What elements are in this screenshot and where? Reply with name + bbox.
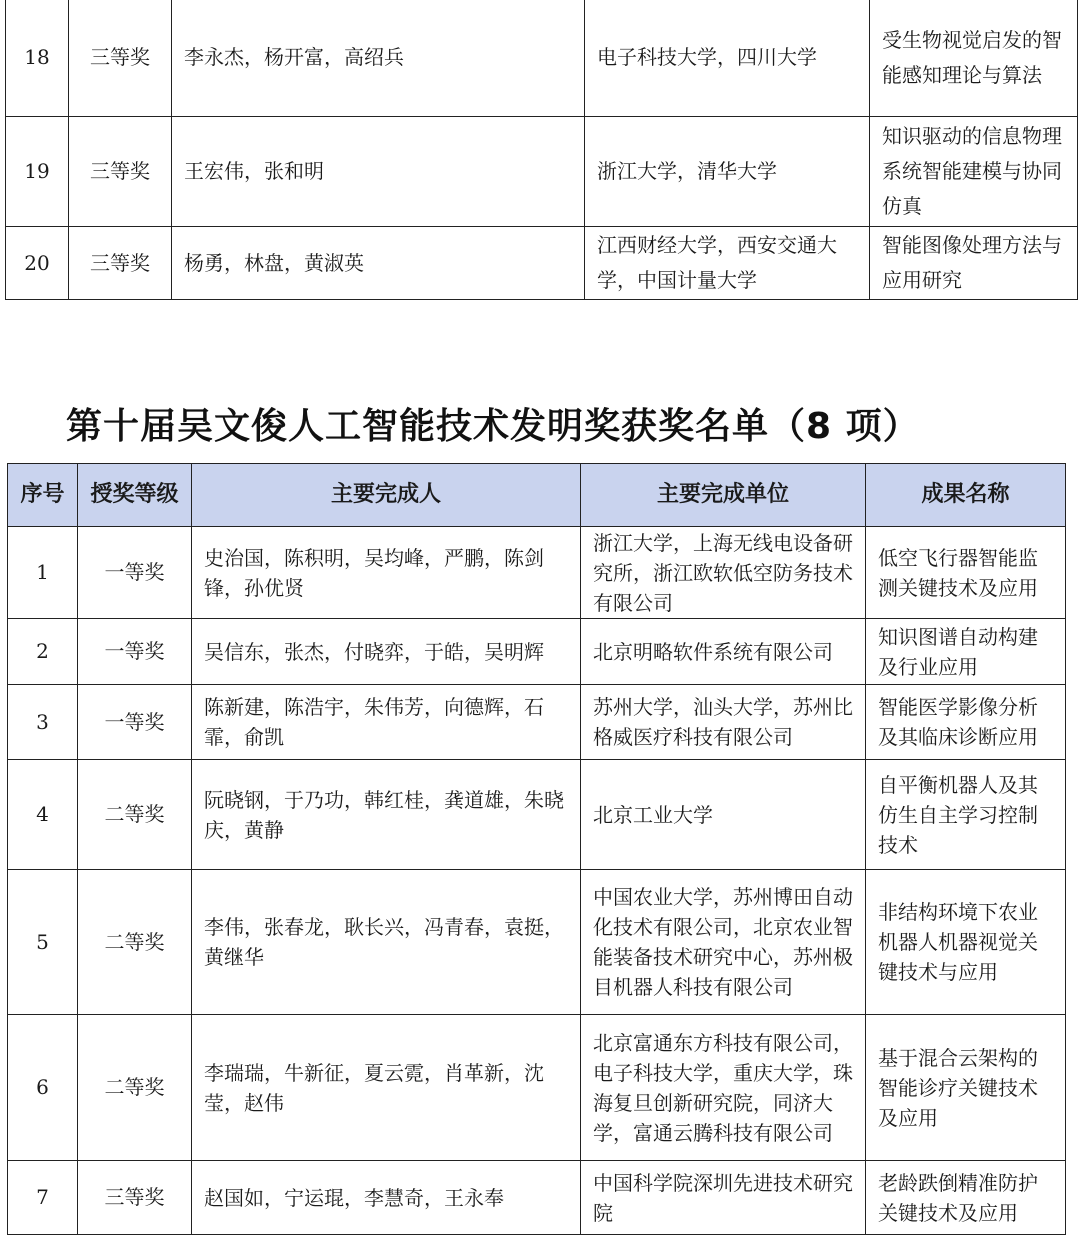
row-result: 低空飞行器智能监测关键技术及应用 — [866, 527, 1066, 619]
row-unit: 江西财经大学，西安交通大学，中国计量大学 — [585, 227, 870, 300]
header-seq: 序号 — [8, 464, 78, 527]
row-people: 吴信东，张杰，付晓弈，于皓，吴明辉 — [192, 619, 581, 685]
row-unit: 中国农业大学，苏州博田自动化技术有限公司，北京农业智能装备技术研究中心，苏州极目机器人科技有限公司 — [581, 870, 866, 1015]
row-people: 杨勇，林盘，黄淑英 — [172, 227, 585, 300]
table-row — [8, 527, 1066, 619]
row-people: 陈新建，陈浩宇，朱伟芳，向德辉，石霏，俞凯 — [192, 685, 581, 760]
row-award: 三等奖 — [78, 1161, 192, 1235]
row-result: 受生物视觉启发的智能感知理论与算法 — [870, 0, 1078, 117]
row-award: 二等奖 — [78, 1015, 192, 1161]
row-result: 知识图谱自动构建及行业应用 — [866, 619, 1066, 685]
table-row — [8, 1161, 1066, 1235]
row-people: 阮晓钢，于乃功，韩红桂，龚道雄，朱晓庆，黄静 — [192, 760, 581, 870]
row-people: 李伟，张春龙，耿长兴，冯青春，袁挺，黄继华 — [192, 870, 581, 1015]
row-people: 李瑞瑞，牛新征，夏云霓，肖革新，沈莹，赵伟 — [192, 1015, 581, 1161]
award-table — [7, 463, 1066, 1235]
row-award: 一等奖 — [78, 619, 192, 685]
row-award: 一等奖 — [78, 527, 192, 619]
row-seq: 1 — [8, 527, 78, 619]
header-award: 授奖等级 — [78, 464, 192, 527]
table-row — [8, 685, 1066, 760]
row-seq: 5 — [8, 870, 78, 1015]
page-title: 第十届吴文俊人工智能技术发明奖获奖名单（8 项） — [66, 406, 920, 447]
row-people: 史治国，陈积明，吴均峰，严鹏，陈剑锋，孙优贤 — [192, 527, 581, 619]
row-award: 一等奖 — [78, 685, 192, 760]
table-row — [8, 1015, 1066, 1161]
row-award: 三等奖 — [69, 227, 172, 300]
table-header-row — [8, 464, 1066, 527]
row-seq: 20 — [6, 227, 69, 300]
row-seq: 18 — [6, 0, 69, 117]
row-seq: 6 — [8, 1015, 78, 1161]
table-row — [8, 760, 1066, 870]
row-unit: 浙江大学，清华大学 — [585, 117, 870, 227]
row-award: 二等奖 — [78, 870, 192, 1015]
row-seq: 19 — [6, 117, 69, 227]
row-award: 三等奖 — [69, 117, 172, 227]
table-row — [6, 0, 1078, 117]
row-result: 智能图像处理方法与应用研究 — [870, 227, 1078, 300]
row-unit: 电子科技大学，四川大学 — [585, 0, 870, 117]
table-row — [8, 870, 1066, 1015]
row-unit: 北京明略软件系统有限公司 — [581, 619, 866, 685]
row-people: 李永杰，杨开富，高绍兵 — [172, 0, 585, 117]
header-unit: 主要完成单位 — [581, 464, 866, 527]
row-result: 非结构环境下农业机器人机器视觉关键技术与应用 — [866, 870, 1066, 1015]
table-row — [8, 619, 1066, 685]
row-seq: 4 — [8, 760, 78, 870]
row-result: 老龄跌倒精准防护关键技术及应用 — [866, 1161, 1066, 1235]
row-award: 二等奖 — [78, 760, 192, 870]
row-people: 赵国如，宁运琨，李慧奇，王永奉 — [192, 1161, 581, 1235]
row-unit: 浙江大学，上海无线电设备研究所，浙江欧软低空防务技术有限公司 — [581, 527, 866, 619]
header-result: 成果名称 — [866, 464, 1066, 527]
row-seq: 7 — [8, 1161, 78, 1235]
row-unit: 中国科学院深圳先进技术研究院 — [581, 1161, 866, 1235]
header-people: 主要完成人 — [192, 464, 581, 527]
table-row — [6, 227, 1078, 300]
row-result: 基于混合云架构的智能诊疗关键技术及应用 — [866, 1015, 1066, 1161]
row-unit: 北京工业大学 — [581, 760, 866, 870]
table-row — [6, 117, 1078, 227]
row-seq: 3 — [8, 685, 78, 760]
row-seq: 2 — [8, 619, 78, 685]
row-result: 智能医学影像分析及其临床诊断应用 — [866, 685, 1066, 760]
row-unit: 北京富通东方科技有限公司，电子科技大学，重庆大学，珠海复旦创新研究院，同济大学，富通云腾科技有限公司 — [581, 1015, 866, 1161]
row-result: 知识驱动的信息物理系统智能建模与协同仿真 — [870, 117, 1078, 227]
row-award: 三等奖 — [69, 0, 172, 117]
row-people: 王宏伟，张和明 — [172, 117, 585, 227]
previous-award-table — [5, 0, 1078, 300]
row-result: 自平衡机器人及其仿生自主学习控制技术 — [866, 760, 1066, 870]
row-unit: 苏州大学，汕头大学，苏州比格威医疗科技有限公司 — [581, 685, 866, 760]
